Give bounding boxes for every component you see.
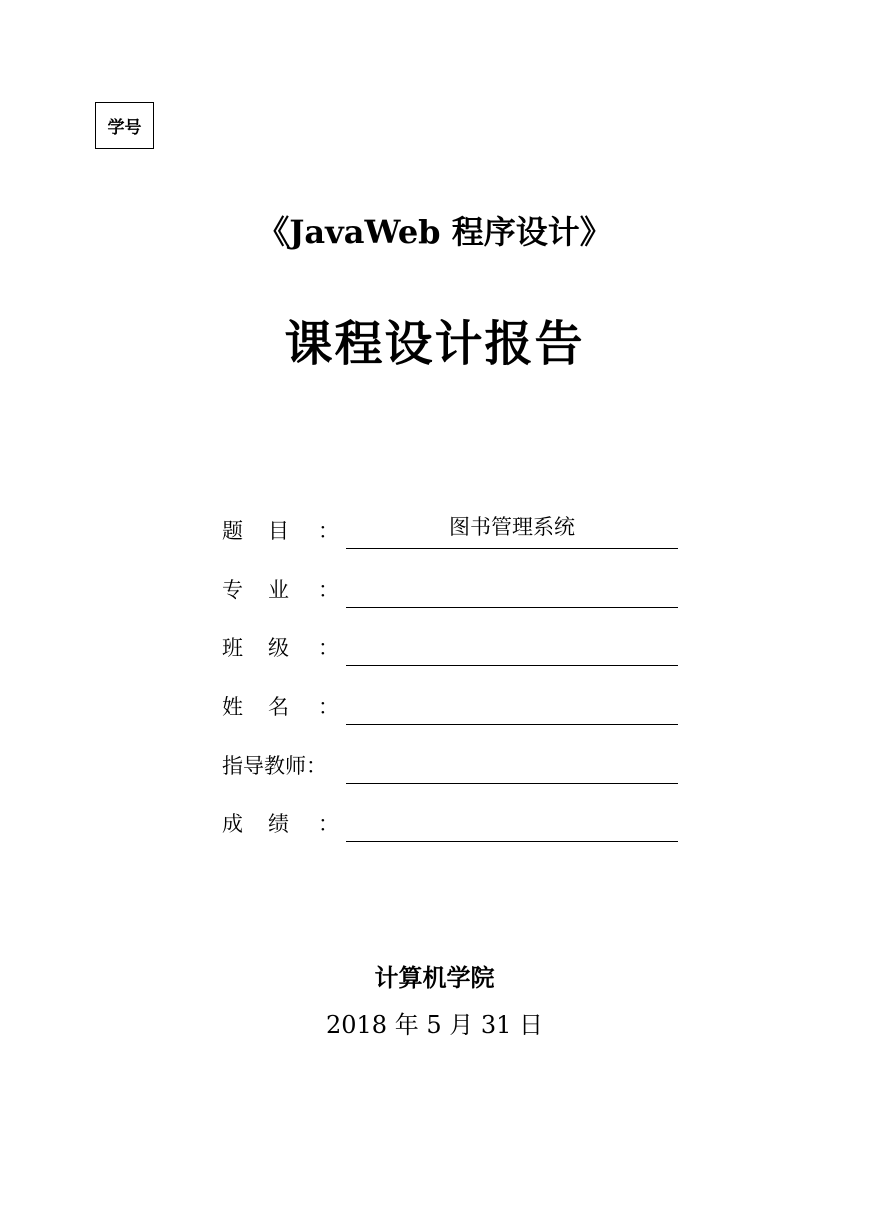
field-row-class	[222, 626, 678, 666]
student-id-label: 学号	[107, 118, 142, 138]
field-label-advisor: 指导教师：	[222, 754, 327, 778]
field-value-advisor	[346, 747, 678, 784]
report-title: 课程设计报告	[284, 316, 585, 372]
field-row-advisor	[222, 744, 678, 784]
field-row-name	[222, 685, 678, 725]
field-row-grade	[222, 802, 678, 842]
college-name: 计算机学院	[374, 963, 495, 992]
course-title: 《JavaWeb 程序设计》	[257, 213, 612, 251]
field-label-class: 班 级 ：	[222, 636, 339, 660]
field-row-topic	[222, 509, 678, 549]
field-label-major: 专 业 ：	[222, 578, 339, 602]
field-value-major	[346, 571, 678, 608]
field-value-grade	[346, 805, 678, 842]
field-label-name: 姓 名 ：	[222, 695, 339, 719]
field-row-major	[222, 568, 678, 608]
field-label-topic: 题 目 ：	[222, 519, 339, 543]
report-date: 2018 年 5 月 31 日	[325, 1011, 544, 1039]
field-value-topic: 图书管理系统	[346, 512, 678, 549]
field-value-class	[346, 629, 678, 666]
field-label-grade: 成 绩 ：	[222, 812, 339, 836]
student-id-box	[95, 102, 154, 149]
field-value-name	[346, 688, 678, 725]
